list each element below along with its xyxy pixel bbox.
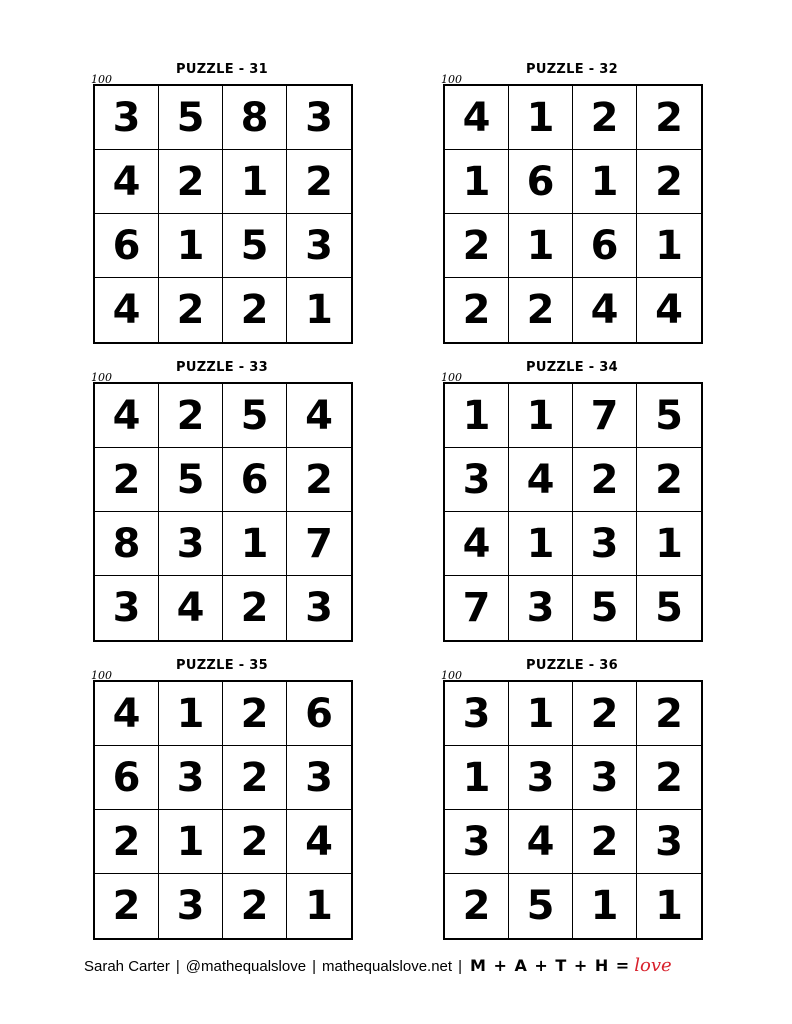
puzzle-cell: 5 xyxy=(159,86,223,150)
puzzle-cell: 1 xyxy=(509,86,573,150)
puzzle-cell: 2 xyxy=(573,810,637,874)
puzzle-cell: 3 xyxy=(445,810,509,874)
footer-logo-love: love xyxy=(634,955,672,976)
puzzle-grid xyxy=(443,84,703,344)
footer-separator: | xyxy=(312,958,316,975)
puzzle-cell: 3 xyxy=(287,86,351,150)
puzzle-cell: 3 xyxy=(509,576,573,640)
puzzle-target-number: 100 xyxy=(91,371,112,384)
puzzle-cell: 2 xyxy=(223,682,287,746)
footer-handle: @mathequalslove xyxy=(185,958,307,975)
puzzle-cell: 3 xyxy=(445,682,509,746)
puzzle-cell: 1 xyxy=(637,512,701,576)
puzzle-cell: 2 xyxy=(223,810,287,874)
puzzle-cell: 1 xyxy=(573,874,637,938)
puzzle-target-number: 100 xyxy=(91,669,112,682)
puzzle-cell: 3 xyxy=(95,576,159,640)
puzzle-cell: 4 xyxy=(509,810,573,874)
puzzle-cell: 4 xyxy=(159,576,223,640)
puzzle-cell: 2 xyxy=(637,150,701,214)
puzzle-cell: 4 xyxy=(95,384,159,448)
puzzle-cell: 4 xyxy=(95,682,159,746)
puzzle-cell: 5 xyxy=(159,448,223,512)
puzzle-cell: 1 xyxy=(573,150,637,214)
puzzle-cell: 5 xyxy=(223,384,287,448)
puzzle-cell: 2 xyxy=(223,874,287,938)
puzzle-cell: 1 xyxy=(159,682,223,746)
puzzle-title: PUZZLE - 36 xyxy=(526,658,618,673)
puzzle-cell: 2 xyxy=(637,682,701,746)
puzzle-cell: 4 xyxy=(287,384,351,448)
puzzle-cell: 3 xyxy=(287,746,351,810)
puzzle-cell: 1 xyxy=(509,384,573,448)
puzzle-cell: 2 xyxy=(159,150,223,214)
puzzle-target-number: 100 xyxy=(441,73,462,86)
puzzle-cell: 2 xyxy=(287,150,351,214)
puzzle-cell: 3 xyxy=(159,512,223,576)
puzzle-cell: 2 xyxy=(159,384,223,448)
footer-website: mathequalslove.net xyxy=(321,958,453,975)
puzzle-cell: 3 xyxy=(287,214,351,278)
puzzle-cell: 5 xyxy=(637,384,701,448)
puzzle-cell: 1 xyxy=(445,384,509,448)
puzzle-cell: 2 xyxy=(509,278,573,342)
puzzle-cell: 7 xyxy=(573,384,637,448)
puzzle-cell: 2 xyxy=(445,874,509,938)
puzzle-cell: 4 xyxy=(509,448,573,512)
puzzle-target-number: 100 xyxy=(441,371,462,384)
puzzle-cell: 2 xyxy=(95,810,159,874)
puzzle-title: PUZZLE - 31 xyxy=(176,62,268,77)
puzzle-cell: 2 xyxy=(159,278,223,342)
puzzle-cell: 2 xyxy=(95,874,159,938)
puzzle-cell: 2 xyxy=(637,86,701,150)
puzzle-cell: 6 xyxy=(287,682,351,746)
puzzle-cell: 6 xyxy=(95,214,159,278)
puzzle-cell: 1 xyxy=(637,214,701,278)
puzzle-title: PUZZLE - 33 xyxy=(176,360,268,375)
puzzle-grid xyxy=(93,382,353,642)
puzzle-grid xyxy=(93,680,353,940)
puzzle-cell: 7 xyxy=(445,576,509,640)
puzzle-cell: 2 xyxy=(637,448,701,512)
puzzle-cell: 3 xyxy=(305,585,333,631)
puzzle-cell: 3 xyxy=(637,810,701,874)
puzzle-target-number: 100 xyxy=(91,73,112,86)
puzzle-cell: 1 xyxy=(509,512,573,576)
puzzle-cell: 4 xyxy=(445,86,509,150)
footer-separator: | xyxy=(458,958,462,975)
puzzle-cell: 2 xyxy=(95,448,159,512)
puzzle-cell: 4 xyxy=(573,278,637,342)
footer-separator: | xyxy=(175,958,180,975)
puzzle-grid xyxy=(93,84,353,344)
puzzle-cell: 2 xyxy=(573,682,637,746)
puzzle-cell: 6 xyxy=(95,746,159,810)
puzzle-title: PUZZLE - 34 xyxy=(526,360,618,375)
puzzle-cell: 2 xyxy=(445,278,509,342)
puzzle-cell: 1 xyxy=(305,287,333,333)
puzzle-cell: 2 xyxy=(573,448,637,512)
puzzle-cell: 5 xyxy=(509,874,573,938)
puzzle-cell: 2 xyxy=(573,86,637,150)
puzzle-cell: 2 xyxy=(445,214,509,278)
puzzle-cell: 1 xyxy=(445,150,509,214)
puzzle-cell: 7 xyxy=(287,512,351,576)
puzzle-cell: 6 xyxy=(573,214,637,278)
puzzle-cell: 2 xyxy=(637,746,701,810)
puzzle-title: PUZZLE - 35 xyxy=(176,658,268,673)
puzzle-cell: 1 xyxy=(159,810,223,874)
puzzle-cell: 8 xyxy=(95,512,159,576)
puzzle-cell: 4 xyxy=(445,512,509,576)
footer-logo: M + A + T + H = xyxy=(469,956,631,975)
puzzle-cell: 5 xyxy=(573,576,637,640)
puzzle-cell: 8 xyxy=(223,86,287,150)
puzzle-cell: 1 xyxy=(305,883,333,929)
puzzle-target-number: 100 xyxy=(441,669,462,682)
puzzle-cell: 4 xyxy=(95,150,159,214)
puzzle-grid xyxy=(443,680,703,940)
puzzle-cell: 3 xyxy=(573,746,637,810)
puzzle-cell: 2 xyxy=(223,576,287,640)
puzzle-grid xyxy=(443,382,703,642)
puzzle-cell: 2 xyxy=(223,746,287,810)
puzzle-cell: 1 xyxy=(445,746,509,810)
puzzle-cell: 1 xyxy=(509,214,573,278)
puzzle-cell: 1 xyxy=(223,150,287,214)
puzzle-cell: 6 xyxy=(223,448,287,512)
puzzle-cell: 4 xyxy=(655,287,683,333)
puzzle-cell: 2 xyxy=(223,278,287,342)
puzzle-cell: 4 xyxy=(95,278,159,342)
puzzle-cell: 3 xyxy=(509,746,573,810)
puzzle-cell: 2 xyxy=(287,448,351,512)
puzzle-cell: 3 xyxy=(95,86,159,150)
puzzle-cell: 5 xyxy=(223,214,287,278)
puzzle-cell: 1 xyxy=(223,512,287,576)
puzzle-cell: 5 xyxy=(655,585,683,631)
puzzle-cell: 3 xyxy=(573,512,637,576)
puzzle-cell: 1 xyxy=(509,682,573,746)
puzzle-cell: 4 xyxy=(287,810,351,874)
puzzle-cell: 1 xyxy=(655,883,683,929)
puzzle-cell: 3 xyxy=(445,448,509,512)
puzzle-cell: 3 xyxy=(159,874,223,938)
puzzle-cell: 3 xyxy=(159,746,223,810)
puzzle-title: PUZZLE - 32 xyxy=(526,62,618,77)
footer-author: Sarah Carter xyxy=(84,958,170,975)
footer xyxy=(84,955,672,976)
puzzle-cell: 6 xyxy=(509,150,573,214)
puzzle-cell: 1 xyxy=(159,214,223,278)
